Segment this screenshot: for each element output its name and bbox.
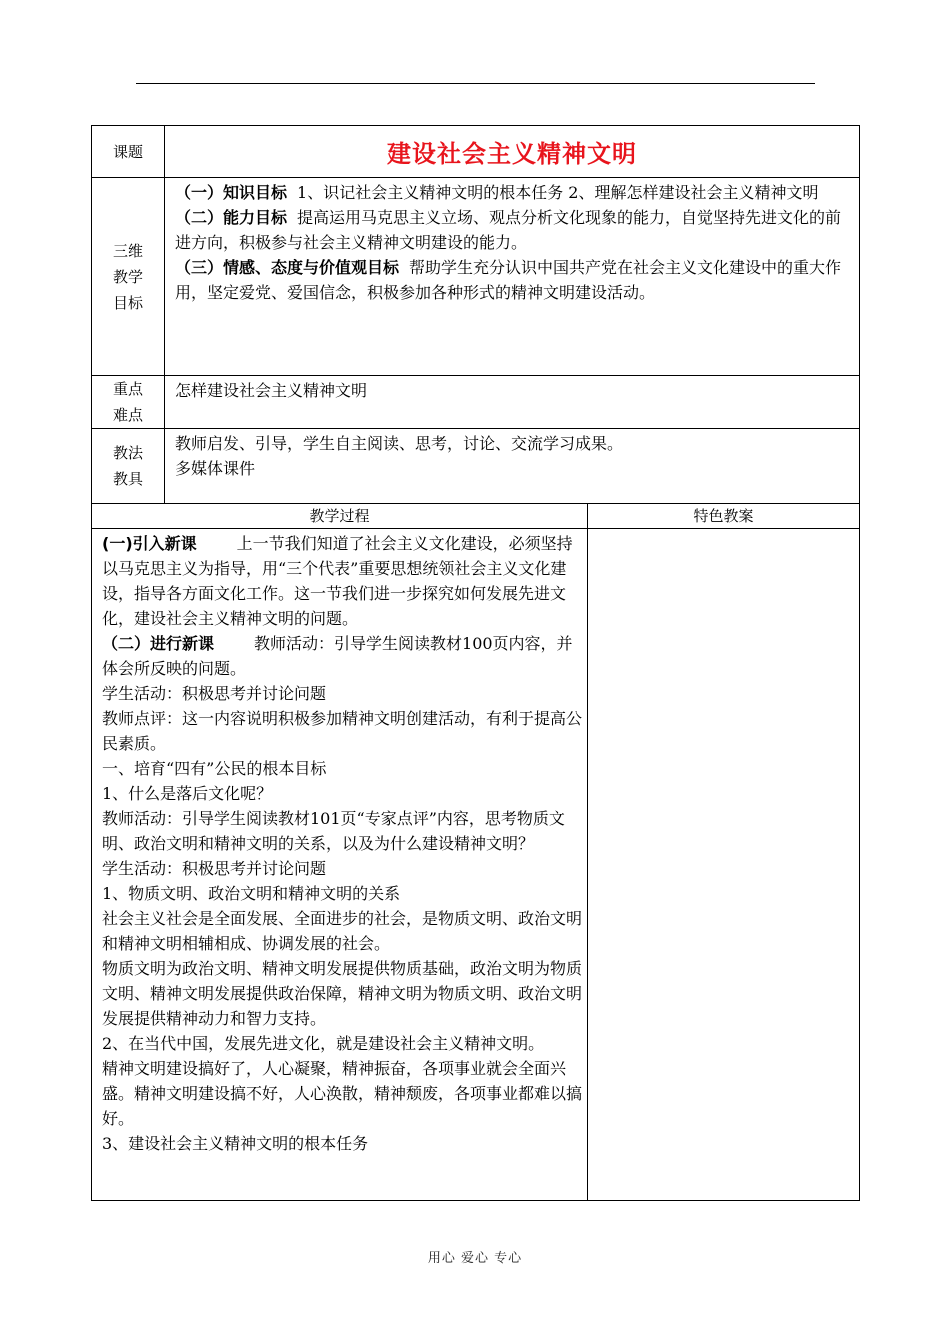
key-points-row — [92, 376, 860, 429]
paragraph: 精神文明建设搞好了，人心凝聚，精神振奋，各项事业就会全面兴盛。精神文明建设搞不好，人心涣散，精神颓废，各项事业都难以搞好。 — [102, 1059, 583, 1128]
special-header: 特色教案 — [588, 504, 860, 529]
paragraph: 物质文明为政治文明、精神文明发展提供物质基础，政治文明为物质文明、精神文明发展提供政治保障，精神文明为物质文明、政治文明发展提供精神动力和智力支持。 — [102, 959, 583, 1028]
methods-content: 教师启发、引导，学生自主阅读、思考，讨论、交流学习成果。 多媒体课件 — [165, 429, 860, 504]
page-title: 建设社会主义精神文明 — [165, 126, 860, 178]
key-points-content: 怎样建设社会主义精神文明 — [165, 376, 860, 429]
methods-label: 教法 教具 — [92, 429, 165, 504]
paragraph: 3、建设社会主义精神文明的根本任务 — [102, 1134, 369, 1153]
title-row — [92, 126, 860, 178]
key-points-label: 重点 难点 — [92, 376, 165, 429]
process-row — [92, 529, 860, 1201]
process-content — [92, 529, 588, 1201]
goals-row — [92, 178, 860, 376]
paragraph: 教师点评：这一内容说明积极参加精神文明创建活动，有利于提高公民素质。 — [102, 709, 583, 753]
paragraph: 社会主义社会是全面发展、全面进步的社会，是物质文明、政治文明和精神文明相辅相成、协调发展的社会。 — [102, 909, 583, 953]
header-rule — [136, 83, 815, 84]
goals-label: 三维 教学 目标 — [92, 178, 165, 376]
page-footer: 用心 爱心 专心 — [427, 1251, 523, 1266]
knowledge-goal: （一）知识目标 1、识记社会主义精神文明的根本任务 2、理解怎样建设社会主义精神文明 — [175, 183, 819, 202]
paragraph: 教师活动：引导学生阅读教材101页“专家点评”内容，思考物质文明、政治文明和精神文明的关系，以及为什么建设精神文明？学生活动：积极思考并讨论问题 — [102, 809, 565, 878]
paragraph: 1、什么是落后文化呢？ — [102, 784, 273, 803]
emotion-goal: （三）情感、态度与价值观目标 帮助学生充分认识中国共产党在社会主义文化建设中的重大作用，坚定爱党、爱国信念，积极参加各种形式的精神文明建设活动。 — [175, 258, 842, 302]
paragraph: 学生活动：积极思考并讨论问题 — [102, 684, 327, 703]
special-notes-cell — [588, 529, 860, 1201]
paragraph: 1、物质文明、政治文明和精神文明的关系 — [102, 884, 401, 903]
methods-row — [92, 429, 860, 504]
intro-paragraph: (一)引入新课 上一节我们知道了社会主义文化建设，必须坚持以马克思主义为指导，用“三个代表”重要思想统领社会主义文化建设，指导各方面文化工作。这一节我们进一步探究如何发展先进文化，建设社会主义精神文明的问题。 — [102, 534, 573, 628]
lesson-plan-table — [91, 125, 860, 1201]
process-header-row — [92, 504, 860, 529]
ability-goal: （二）能力目标 提高运用马克思主义立场、观点分析文化现象的能力，自觉坚持先进文化的前进方向，积极参与社会主义精神文明建设的能力。 — [175, 208, 842, 252]
process-header: 教学过程 — [92, 504, 588, 529]
new-lesson-paragraph: （二）进行新课 教师活动：引导学生阅读教材100页内容，并体会所反映的问题。 — [102, 634, 573, 678]
paragraph: 一、培育“四有”公民的根本目标 — [102, 759, 327, 778]
paragraph: 2、在当代中国，发展先进文化，就是建设社会主义精神文明。 — [102, 1034, 545, 1053]
title-label: 课题 — [92, 126, 165, 178]
goals-content — [165, 178, 860, 376]
